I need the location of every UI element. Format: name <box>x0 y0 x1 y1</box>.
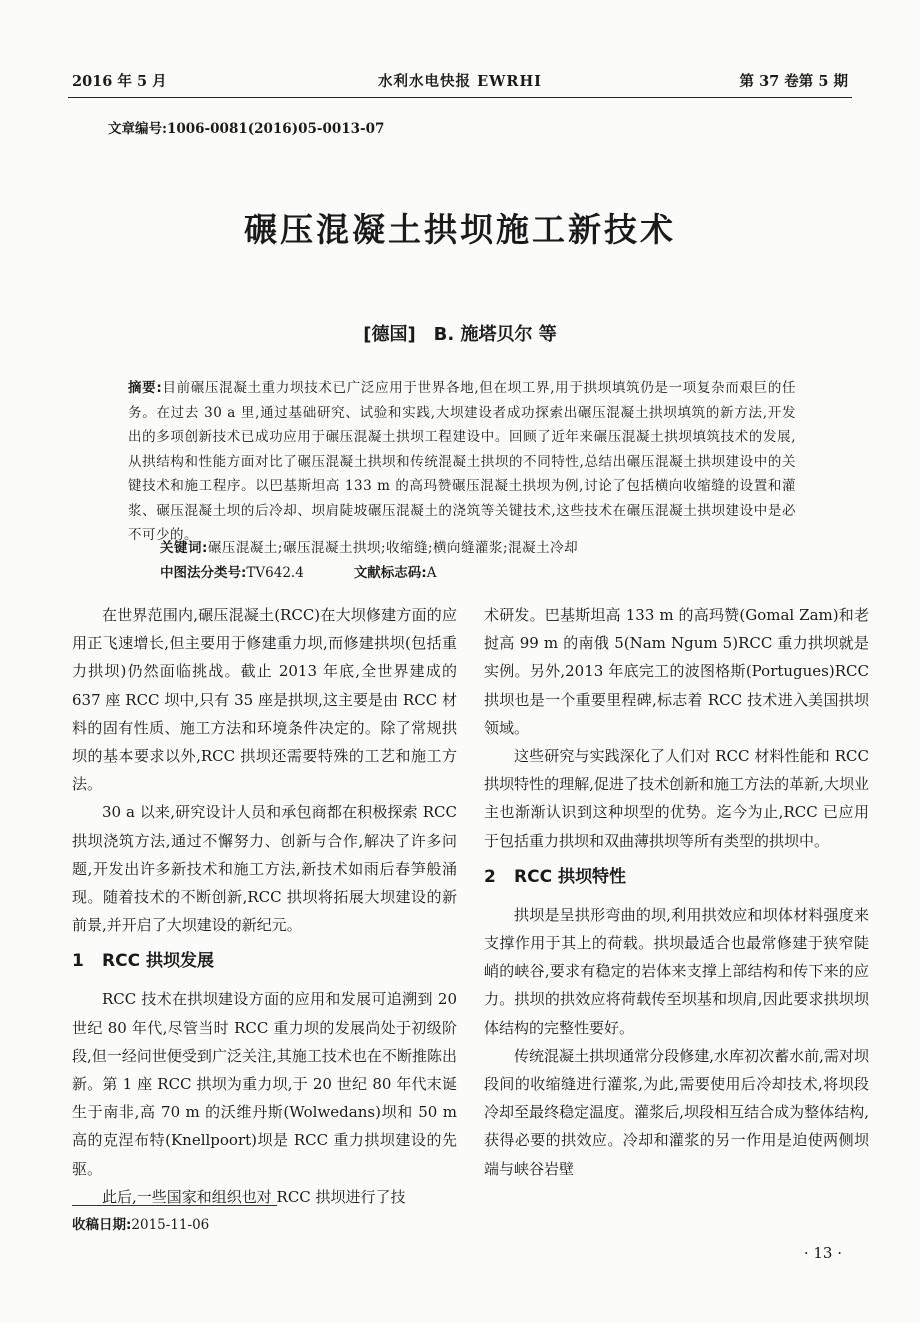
abstract <box>128 376 796 548</box>
doc-code-label: 文献标志码: <box>353 565 427 581</box>
paragraph: 这些研究与实践深化了人们对 RCC 材料性能和 RCC 拱坝特性的理解,促进了技术创新和施工方法的革新,大坝业主也渐渐认识到这种坝型的优势。迄今为止,RCC 已应用于包括重力拱坝和双曲薄拱坝等所有类型的拱坝中。 <box>484 747 869 850</box>
author-country: [德国] <box>363 324 416 345</box>
classification <box>160 561 436 581</box>
received-value: 2015-11-06 <box>131 1217 210 1233</box>
section-number: 1 <box>72 951 84 972</box>
section-heading-1 <box>72 947 457 975</box>
page-number: · 13 · <box>803 1244 842 1262</box>
clc-value: TV642.4 <box>246 565 304 581</box>
keywords-text: 碾压混凝土;碾压混凝土拱坝;收缩缝;横向缝灌浆;混凝土冷却 <box>207 540 579 556</box>
running-header <box>72 70 848 94</box>
author-line <box>0 320 920 346</box>
keywords-label: 关键词: <box>160 540 208 556</box>
paragraph: 30 a 以来,研究设计人员和承包商都在积极探索 RCC 拱坝浇筑方法,通过不懈努力、创新与合作,解决了许多问题,开发出许多新技术和施工方法,新技术如雨后春笋般涌现。随着技术的不断创新,RCC 拱坝将拓展大坝建设的新前景,并开启了大坝建设的新纪元。 <box>72 803 457 935</box>
clc-label: 中图法分类号: <box>160 565 247 581</box>
footnote-rule <box>72 1205 277 1206</box>
paragraph: 拱坝是呈拱形弯曲的坝,利用拱效应和坝体材料强度来支撑作用于其上的荷载。拱坝最适合也最常修建于狭窄陡峭的峡谷,要求有稳定的岩体来支撑上部结构和传下来的应力。拱坝的拱效应将荷载传至坝基和坝肩,因此要求拱坝坝体结构的完整性要好。 <box>484 905 869 1037</box>
abstract-label: 摘要: <box>128 380 163 396</box>
paragraph: 传统混凝土拱坝通常分段修建,水库初次蓄水前,需对坝段间的收缩缝进行灌浆,为此,需要使用后冷却技术,将坝段冷却至最终稳定温度。灌浆后,坝段相互结合成为整体结构,获得必要的拱效应。冷却和灌浆的另一作用是迫使两侧坝端与峡谷岩壁 <box>484 1046 869 1178</box>
column-right <box>484 601 869 1183</box>
header-journal: 水利水电快报 EWRHI <box>378 73 542 90</box>
keywords <box>160 536 578 556</box>
received-date <box>72 1213 209 1233</box>
doc-code-value: A <box>426 565 437 581</box>
received-label: 收稿日期: <box>72 1217 132 1233</box>
paper-title: 碾压混凝土拱坝施工新技术 <box>244 210 676 249</box>
paragraph: 术研发。巴基斯坦高 133 m 的高玛赞(Gomal Zam)和老挝高 99 m 的南俄 5(Nam Ngum 5)RCC 重力拱坝就是实例。另外,2013 年底完工的波图格斯(Portugues)RCC 拱坝也是一个重要里程碑,标志着 RCC 技术进入美国拱坝领域。 <box>484 606 869 737</box>
article-number: 文章编号:1006-0081(2016)05-0013-07 <box>108 121 385 137</box>
section-title: RCC 拱坝特性 <box>514 866 626 887</box>
section-heading-2 <box>484 863 869 891</box>
paragraph: RCC 技术在拱坝建设方面的应用和发展可追溯到 20 世纪 80 年代,尽管当时 RCC 重力坝的发展尚处于初级阶段,但一经问世便受到广泛关注,其施工技术也在不断推陈出新。第 1 座 RCC 拱坝为重力坝,于 20 世纪 80 年代末诞生于南非,高 70 m 的沃维丹斯(Wolwedans)坝和 50 m 高的克涅布特(Knellpoort)坝是 RCC 重力拱坝建设的先驱。 <box>72 990 457 1178</box>
column-left <box>72 601 457 1211</box>
paragraph: 在世界范围内,碾压混凝土(RCC)在大坝修建方面的应用正飞速增长,但主要用于修建重力坝,而修建拱坝(包括重力拱坝)仍然面临挑战。截止 2013 年底,全世界建成的 637 座 RCC 坝中,只有 35 座是拱坝,这主要是由 RCC 材料的固有性质、施工方法和环境条件决定的。除了常规拱坝的基本要求以外,RCC 拱坝还需要特殊的工艺和施工方法。 <box>72 606 457 794</box>
header-volume: 第 37 卷第 5 期 <box>739 73 848 90</box>
author-names: B. 施塔贝尔 等 <box>433 324 557 345</box>
abstract-text: 目前碾压混凝土重力坝技术已广泛应用于世界各地,但在坝工界,用于拱坝填筑仍是一项复杂而艰巨的任务。在过去 30 a 里,通过基础研究、试验和实践,大坝建设者成功探索出碾压混凝土拱坝填筑的新方法,开发出的多项创新技术已成功应用于碾压混凝土拱坝工程建设中。回顾了近年来碾压混凝土拱坝填筑技术的发展,从拱结构和性能方面对比了碾压混凝土拱坝和传统混凝土拱坝的不同特性,总结出碾压混凝土拱坝建设中的关键技术和施工程序。以巴基斯坦高 133 m 的高玛赞碾压混凝土拱坝为例,讨论了包括横向收缩缝的设置和灌浆、碾压混凝土坝的后冷却、坝肩陡坡碾压混凝土的浇筑等关键技术,这些技术在碾压混凝土拱坝建设中是必不可少的。 <box>128 380 796 543</box>
header-date: 2016 年 5 月 <box>72 73 167 90</box>
header-rule <box>68 97 852 98</box>
section-number: 2 <box>484 866 496 887</box>
section-title: RCC 拱坝发展 <box>102 951 214 972</box>
paragraph: 此后,一些国家和组织也对 RCC 拱坝进行了技 <box>102 1187 406 1206</box>
